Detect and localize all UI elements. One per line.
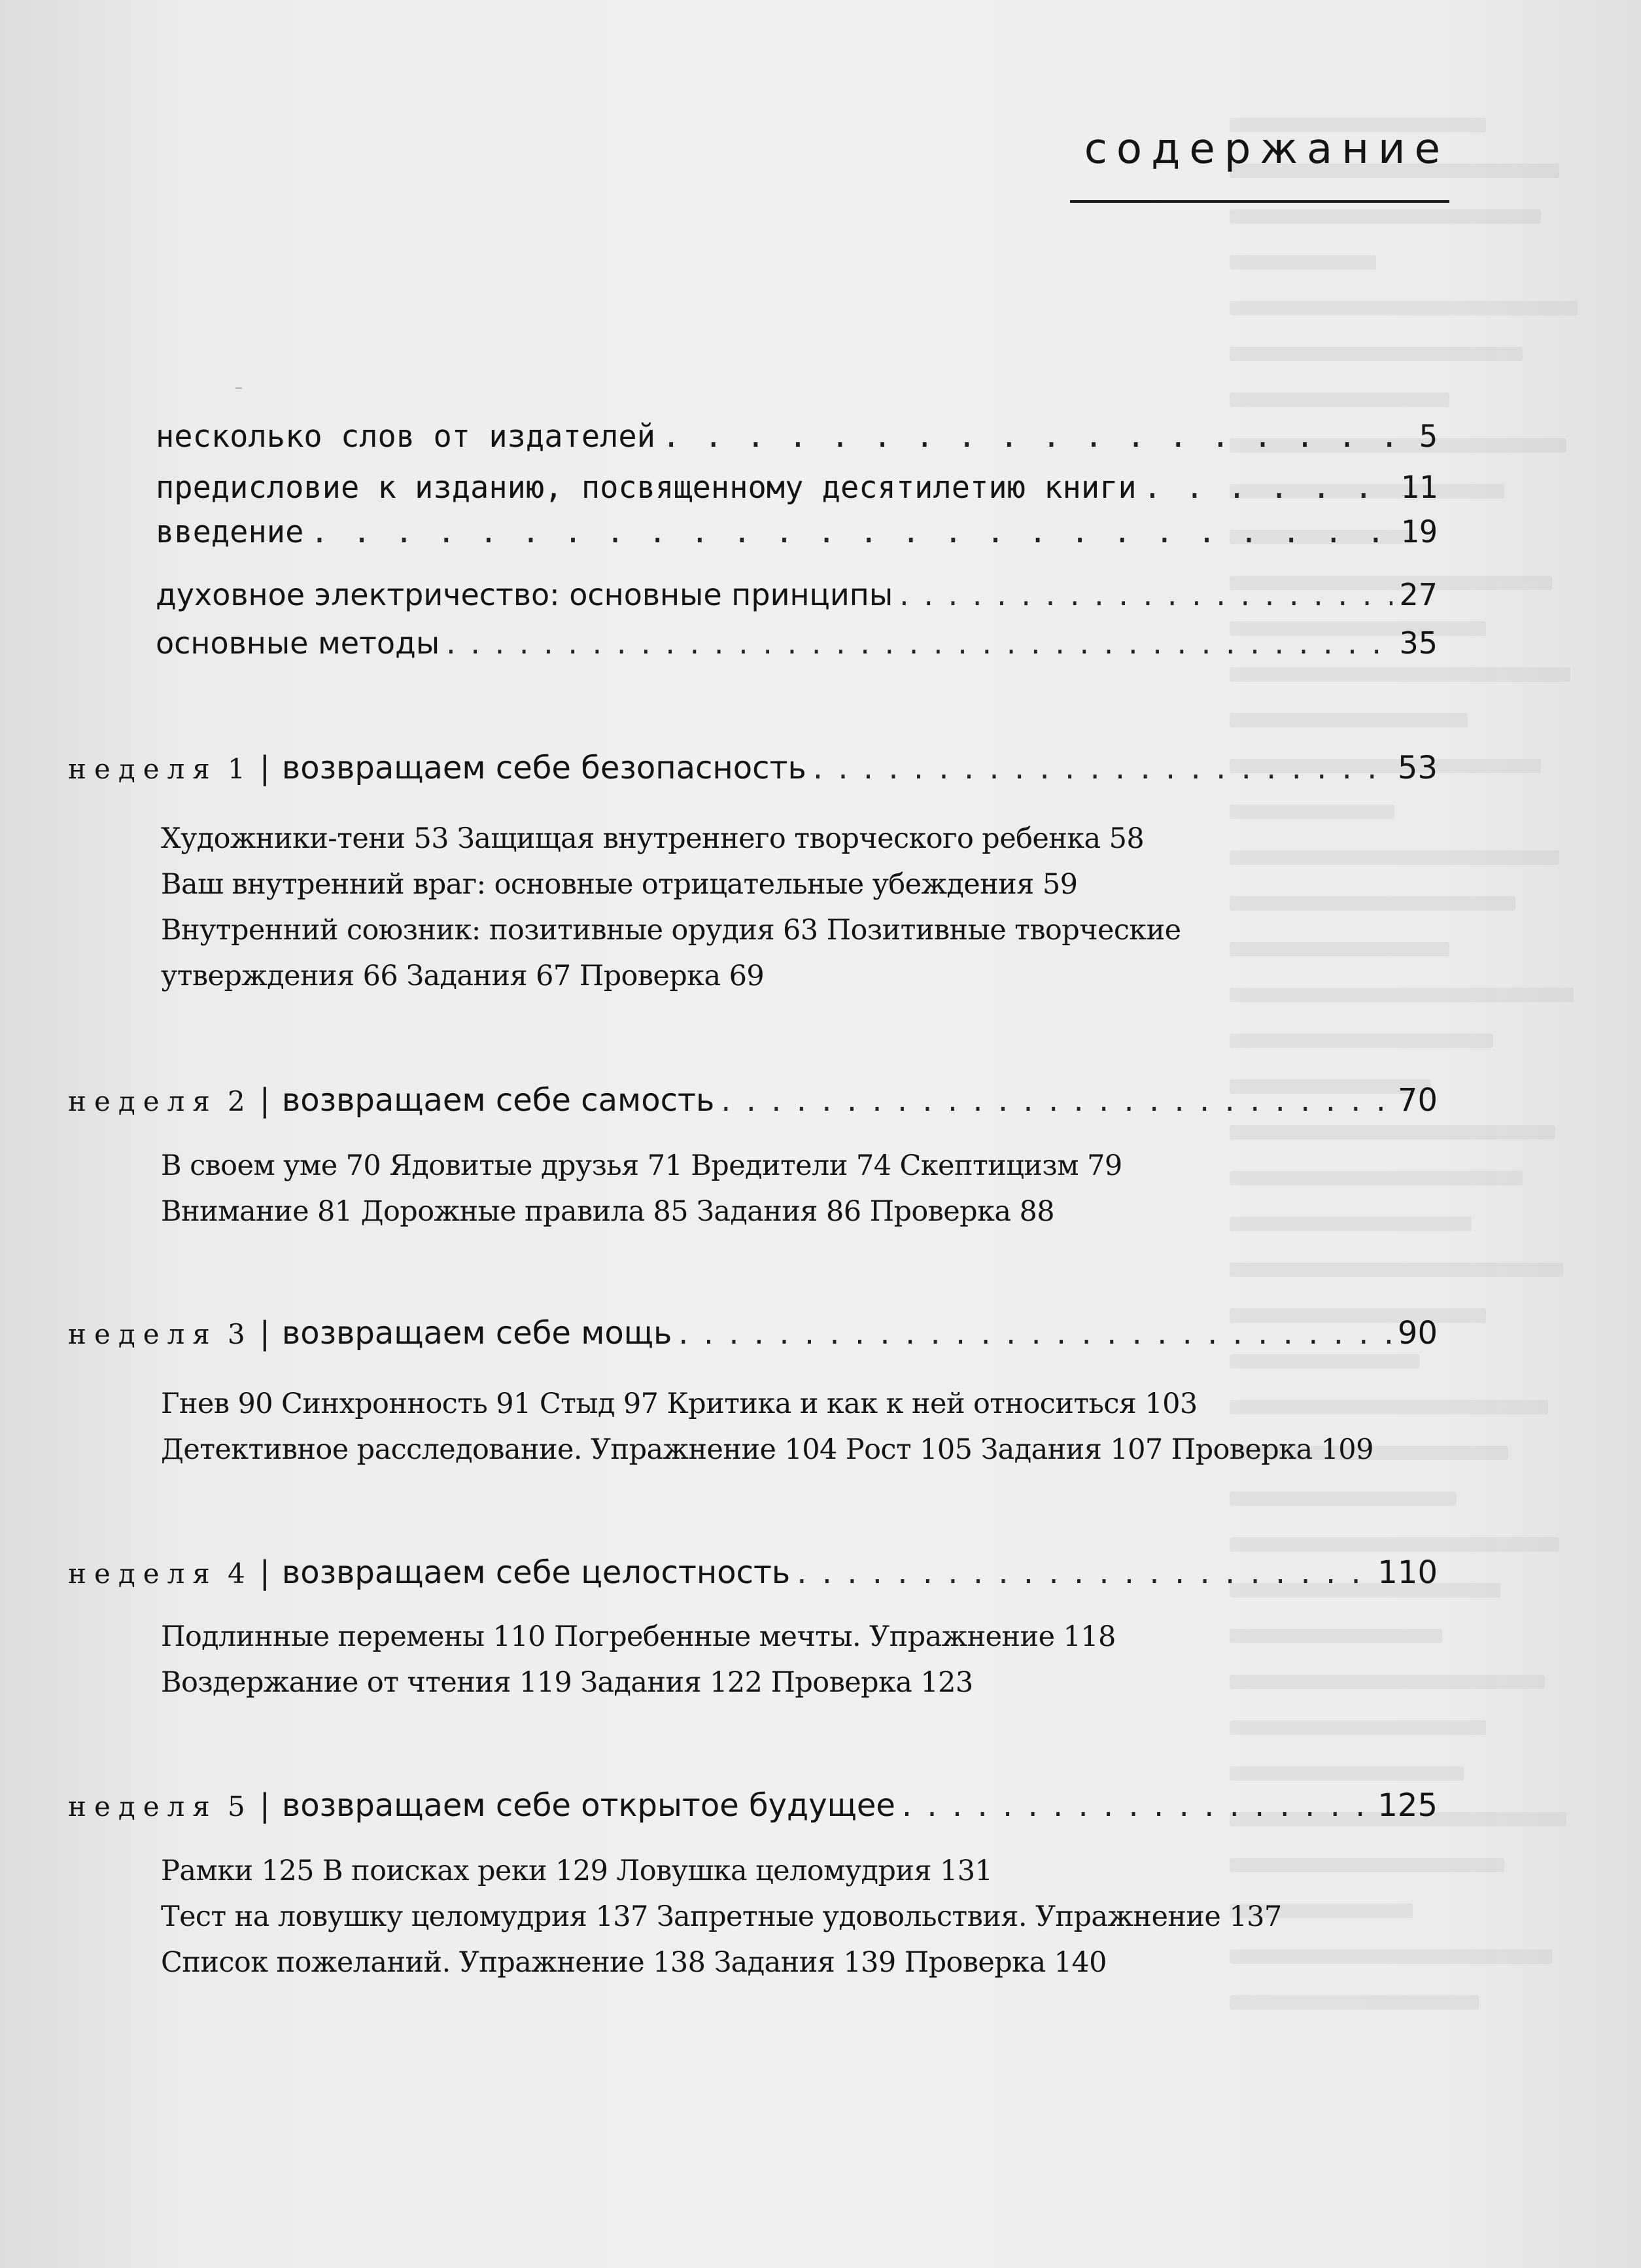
toc-page-number: 19	[1400, 514, 1438, 550]
week-1-subentries-line-2: Ваш внутренний враг: основные отрицательные убеждения 59	[161, 868, 1078, 901]
week-heading	[68, 1554, 790, 1591]
week-separator: |	[259, 750, 270, 786]
dot-leader	[1143, 470, 1394, 506]
week-word: неделя	[68, 1558, 218, 1590]
week-word: неделя	[68, 1790, 218, 1823]
toc-entry-label: несколько слов от издателей	[156, 419, 656, 455]
toc-entry-label: введение	[156, 514, 304, 550]
week-3-subentries-line-2: Детективное расследование. Упражнение 104 Рост 105 Задания 107 Проверка 109	[161, 1433, 1373, 1466]
week-title: возвращаем себе мощь	[281, 1315, 672, 1352]
toc-page-number: 11	[1400, 470, 1438, 506]
dot-leader	[446, 625, 1392, 661]
week-heading	[68, 750, 806, 786]
week-separator: |	[259, 1787, 270, 1824]
week-1-subentries-line-1: Художники-тени 53 Защищая внутреннего творческого ребенка 58	[161, 822, 1145, 855]
toc-entry-basic-methods[interactable]	[156, 625, 1438, 661]
week-5-subentries-line-2: Тест на ловушку целомудрия 137 Запретные удовольствия. Упражнение 137	[161, 1900, 1282, 1933]
dot-leader	[310, 514, 1394, 550]
toc-entry-introduction[interactable]	[156, 514, 1438, 550]
week-number: 4	[228, 1558, 253, 1590]
toc-page-number: 110	[1377, 1554, 1438, 1591]
week-heading	[68, 1787, 895, 1824]
margin-mark	[235, 387, 242, 389]
week-heading	[68, 1315, 672, 1352]
dot-leader	[813, 750, 1391, 786]
toc-page-number: 125	[1377, 1787, 1438, 1824]
toc-page-number: 90	[1397, 1315, 1438, 1352]
week-1-subentries-line-3: Внутренний союзник: позитивные орудия 63 Позитивные творческие	[161, 914, 1181, 947]
week-5-subentries-line-1: Рамки 125 В поисках реки 129 Ловушка целомудрия 131	[161, 1855, 993, 1887]
toc-page-number: 35	[1399, 625, 1438, 661]
dot-leader	[678, 1315, 1391, 1352]
week-2-subentries-line-1: В своем уме 70 Ядовитые друзья 71 Вредители 74 Скептицизм 79	[161, 1149, 1122, 1182]
toc-entry-label: духовное электричество: основные принципы	[156, 577, 893, 612]
week-number: 5	[228, 1790, 253, 1823]
week-word: неделя	[68, 1318, 218, 1350]
week-heading	[68, 1082, 714, 1119]
week-2-subentries-line-2: Внимание 81 Дорожные правила 85 Задания 86 Проверка 88	[161, 1195, 1054, 1228]
toc-entry-anniversary-preface[interactable]	[156, 470, 1438, 506]
dot-leader	[902, 1787, 1371, 1824]
toc-page-number: 70	[1397, 1082, 1438, 1119]
week-title: возвращаем себе целостность	[281, 1554, 791, 1591]
toc-page-number: 27	[1399, 577, 1438, 612]
week-title: возвращаем себе самость	[281, 1082, 715, 1119]
toc-week-2[interactable]	[68, 1082, 1438, 1119]
week-5-subentries-line-3: Список пожеланий. Упражнение 138 Задания 139 Проверка 140	[161, 1946, 1107, 1979]
week-number: 3	[228, 1318, 253, 1350]
dot-leader	[721, 1082, 1391, 1119]
toc-entry-publishers-note[interactable]	[156, 419, 1438, 455]
toc-page-number: 5	[1419, 419, 1438, 455]
week-separator: |	[259, 1082, 270, 1119]
week-separator: |	[259, 1315, 270, 1352]
week-4-subentries-line-2: Воздержание от чтения 119 Задания 122 Проверка 123	[161, 1666, 973, 1699]
week-number: 2	[228, 1085, 253, 1117]
title-underline	[1070, 200, 1449, 203]
week-title: возвращаем себе безопасность	[281, 750, 806, 786]
toc-week-4[interactable]	[68, 1554, 1438, 1591]
toc-page-number: 53	[1397, 750, 1438, 786]
week-separator: |	[259, 1554, 270, 1591]
toc-entry-spiritual-electricity[interactable]	[156, 577, 1438, 612]
week-1-subentries-line-4: утверждения 66 Задания 67 Проверка 69	[161, 960, 765, 992]
toc-week-3[interactable]	[68, 1315, 1438, 1352]
dot-leader	[797, 1554, 1371, 1591]
week-number: 1	[228, 753, 253, 785]
toc-week-5[interactable]	[68, 1787, 1438, 1824]
dot-leader	[662, 419, 1413, 455]
toc-week-1[interactable]	[68, 750, 1438, 786]
week-3-subentries-line-1: Гнев 90 Синхронность 91 Стыд 97 Критика и как к ней относиться 103	[161, 1387, 1198, 1420]
page-title: содержание	[1084, 125, 1449, 173]
toc-entry-label: предисловие к изданию, посвященному десятилетию книги	[156, 470, 1137, 506]
week-word: неделя	[68, 1085, 218, 1117]
week-word: неделя	[68, 753, 218, 785]
week-4-subentries-line-1: Подлинные перемены 110 Погребенные мечты. Упражнение 118	[161, 1620, 1116, 1653]
dot-leader	[899, 577, 1392, 612]
toc-entry-label: основные методы	[156, 625, 440, 661]
week-title: возвращаем себе открытое будущее	[281, 1787, 895, 1824]
